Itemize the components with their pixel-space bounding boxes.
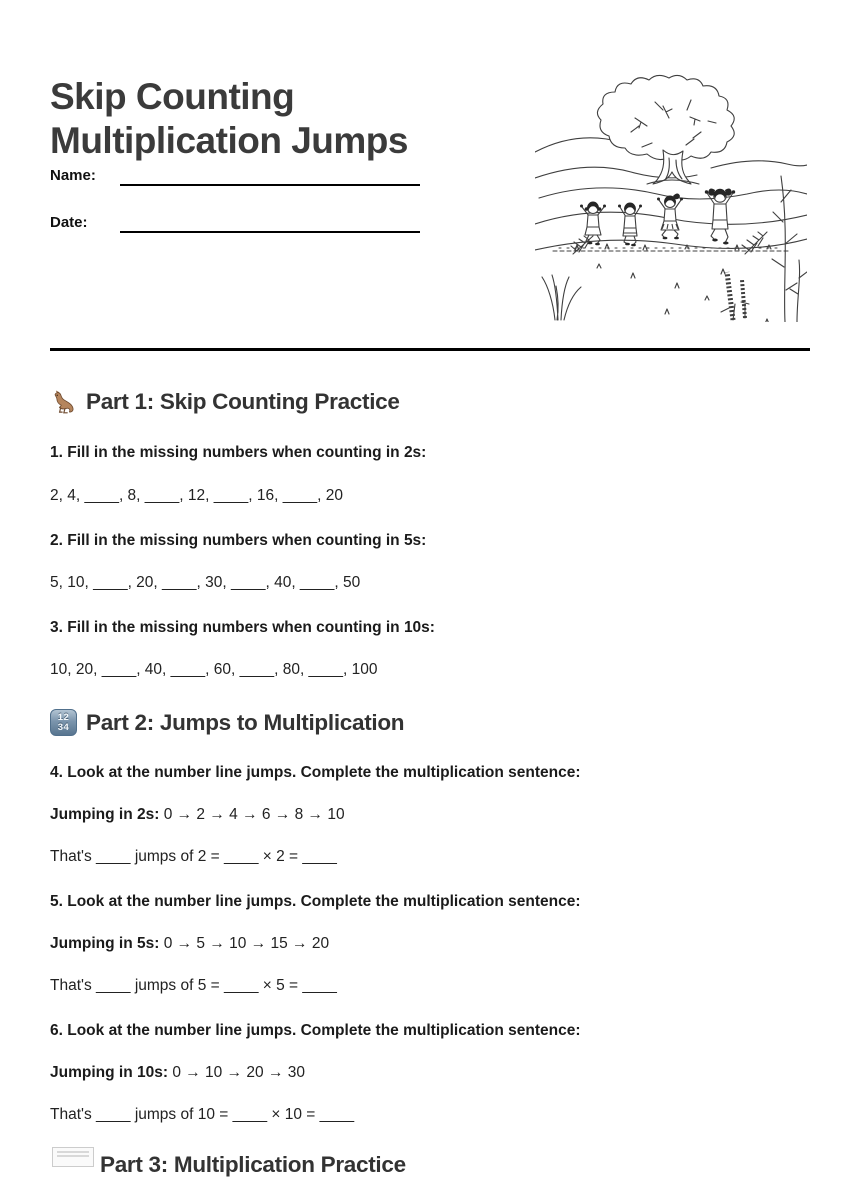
page-title-line1: Skip Counting: [50, 75, 295, 117]
input-numbers-icon-row2: 34: [57, 721, 70, 733]
part2-heading-label: Part 2: Jumps to Multiplication: [86, 709, 405, 735]
name-label: Name:: [50, 167, 96, 184]
question-4-prompt: 4. Look at the number line jumps. Complete the multiplication sentence:: [50, 764, 581, 781]
page-title: [50, 75, 408, 163]
question-5-jump-label: Jumping in 5s:: [50, 935, 160, 952]
question-2-prompt: 2. Fill in the missing numbers when counting in 5s:: [50, 532, 427, 549]
part2-heading: [50, 709, 404, 736]
question-4-jumps: [50, 806, 345, 824]
part3-heading: [100, 1152, 406, 1178]
question-1-prompt: 1. Fill in the missing numbers when counting in 2s:: [50, 444, 427, 461]
part1-heading-label: Part 1: Skip Counting Practice: [86, 388, 400, 414]
question-6-prompt: 6. Look at the number line jumps. Complete the multiplication sentence:: [50, 1022, 581, 1039]
part1-heading: [50, 388, 400, 415]
question-5-sentence[interactable]: That's ____ jumps of 5 = ____ × 5 = ____: [50, 977, 337, 994]
question-5-prompt: 5. Look at the number line jumps. Complete the multiplication sentence:: [50, 893, 581, 910]
input-numbers-icon: [50, 709, 77, 736]
kangaroo-icon: [50, 388, 77, 415]
question-1-sequence[interactable]: 2, 4, ____, 8, ____, 12, ____, 16, ____, 20: [50, 487, 344, 504]
question-3-sequence[interactable]: 10, 20, ____, 40, ____, 60, ____, 80, ____, 100: [50, 661, 378, 678]
question-4-jump-values: 0 → 2 → 4 → 6 → 8 → 10: [163, 806, 345, 823]
input-numbers-icon-row1: 12: [57, 711, 70, 723]
page-title-line2: Multiplication Jumps: [50, 119, 408, 161]
date-input-line[interactable]: [120, 209, 420, 233]
question-5-jump-values: 0 → 5 → 10 → 15 → 20: [163, 935, 330, 952]
question-3-prompt: 3. Fill in the missing numbers when counting in 10s:: [50, 619, 435, 636]
question-6-jump-label: Jumping in 10s:: [50, 1064, 168, 1081]
question-6-jump-values: 0 → 10 → 20 → 30: [172, 1064, 305, 1081]
date-field-row: [50, 207, 420, 233]
question-4-jump-label: Jumping in 2s:: [50, 806, 160, 823]
date-label: Date:: [50, 214, 88, 231]
name-input-line[interactable]: [120, 162, 420, 186]
children-jumping-illustration: [535, 72, 807, 322]
question-5-jumps: [50, 935, 329, 953]
question-2-sequence[interactable]: 5, 10, ____, 20, ____, 30, ____, 40, ____, 50: [50, 574, 361, 591]
question-4-sentence[interactable]: That's ____ jumps of 2 = ____ × 2 = ____: [50, 848, 337, 865]
name-field-row: [50, 160, 420, 186]
question-6-sentence[interactable]: That's ____ jumps of 10 = ____ × 10 = ____: [50, 1106, 355, 1123]
question-6-jumps: [50, 1064, 305, 1082]
part3-emoji-placeholder-icon: [52, 1147, 94, 1167]
section-divider-rule: [50, 348, 810, 351]
part3-heading-label: Part 3: Multiplication Practice: [100, 1152, 406, 1177]
